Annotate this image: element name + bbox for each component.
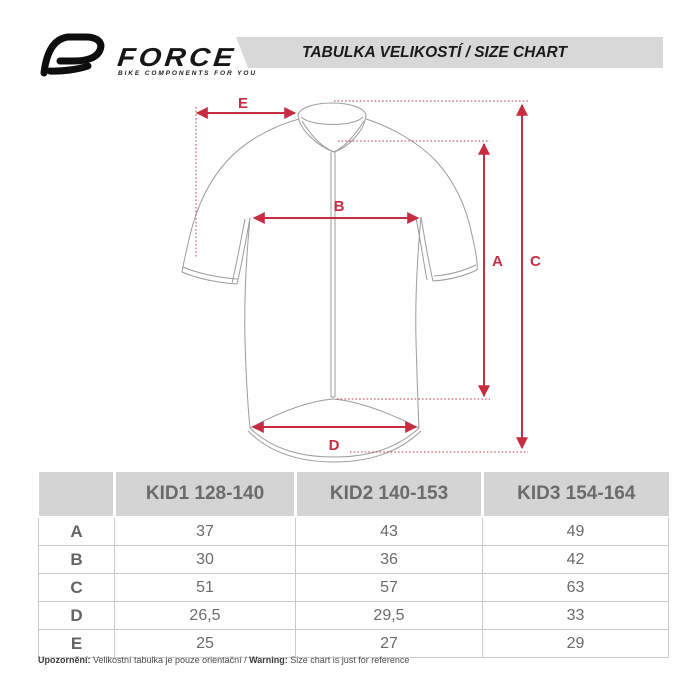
row-label: A [39,517,115,546]
jersey-size-diagram [0,85,700,465]
force-logo-icon [34,31,114,77]
row-label: E [39,630,115,658]
dim-label-e: E [237,95,249,112]
cell-value: 29,5 [296,602,483,630]
dim-label-d: D [328,437,340,454]
cell-value: 33 [483,602,669,630]
note-cs-text: Velikostní tabulka je pouze orientační / [90,655,250,665]
note-en-text: Size chart is just for reference [287,655,410,665]
table-row [39,602,669,630]
note-cs-label: Upozornění: [38,655,91,665]
cell-value: 36 [296,546,483,574]
header-cell-kid1: KID1 128-140 [115,472,296,517]
size-table [38,472,669,658]
cell-value: 37 [115,517,296,546]
cell-value: 30 [115,546,296,574]
dim-label-b: B [333,198,345,215]
header-cell-empty [39,472,115,517]
table-row [39,630,669,658]
cell-value: 29 [483,630,669,658]
row-label: B [39,546,115,574]
cell-value: 42 [483,546,669,574]
cell-value: 49 [483,517,669,546]
reference-note [38,655,409,665]
header-cell-kid2: KID2 140-153 [296,472,483,517]
cell-value: 25 [115,630,296,658]
table-row [39,546,669,574]
dim-label-c: C [530,253,541,270]
cell-value: 51 [115,574,296,602]
jersey-outline [182,103,477,462]
table-row [39,574,669,602]
note-en-label: Warning: [249,655,288,665]
row-label: D [39,602,115,630]
cell-value: 57 [296,574,483,602]
brand-tagline: BIKE COMPONENTS FOR YOU [118,70,257,77]
cell-value: 27 [296,630,483,658]
cell-value: 26,5 [115,602,296,630]
table-row [39,517,669,546]
header-cell-kid3: KID3 154-164 [483,472,669,517]
table-header-row [39,472,669,517]
page-title: TABULKA VELIKOSTÍ / SIZE CHART [302,44,567,61]
row-label: C [39,574,115,602]
cell-value: 43 [296,517,483,546]
cell-value: 63 [483,574,669,602]
brand-wordmark: FORCE [116,42,238,72]
dim-label-a: A [492,253,503,270]
